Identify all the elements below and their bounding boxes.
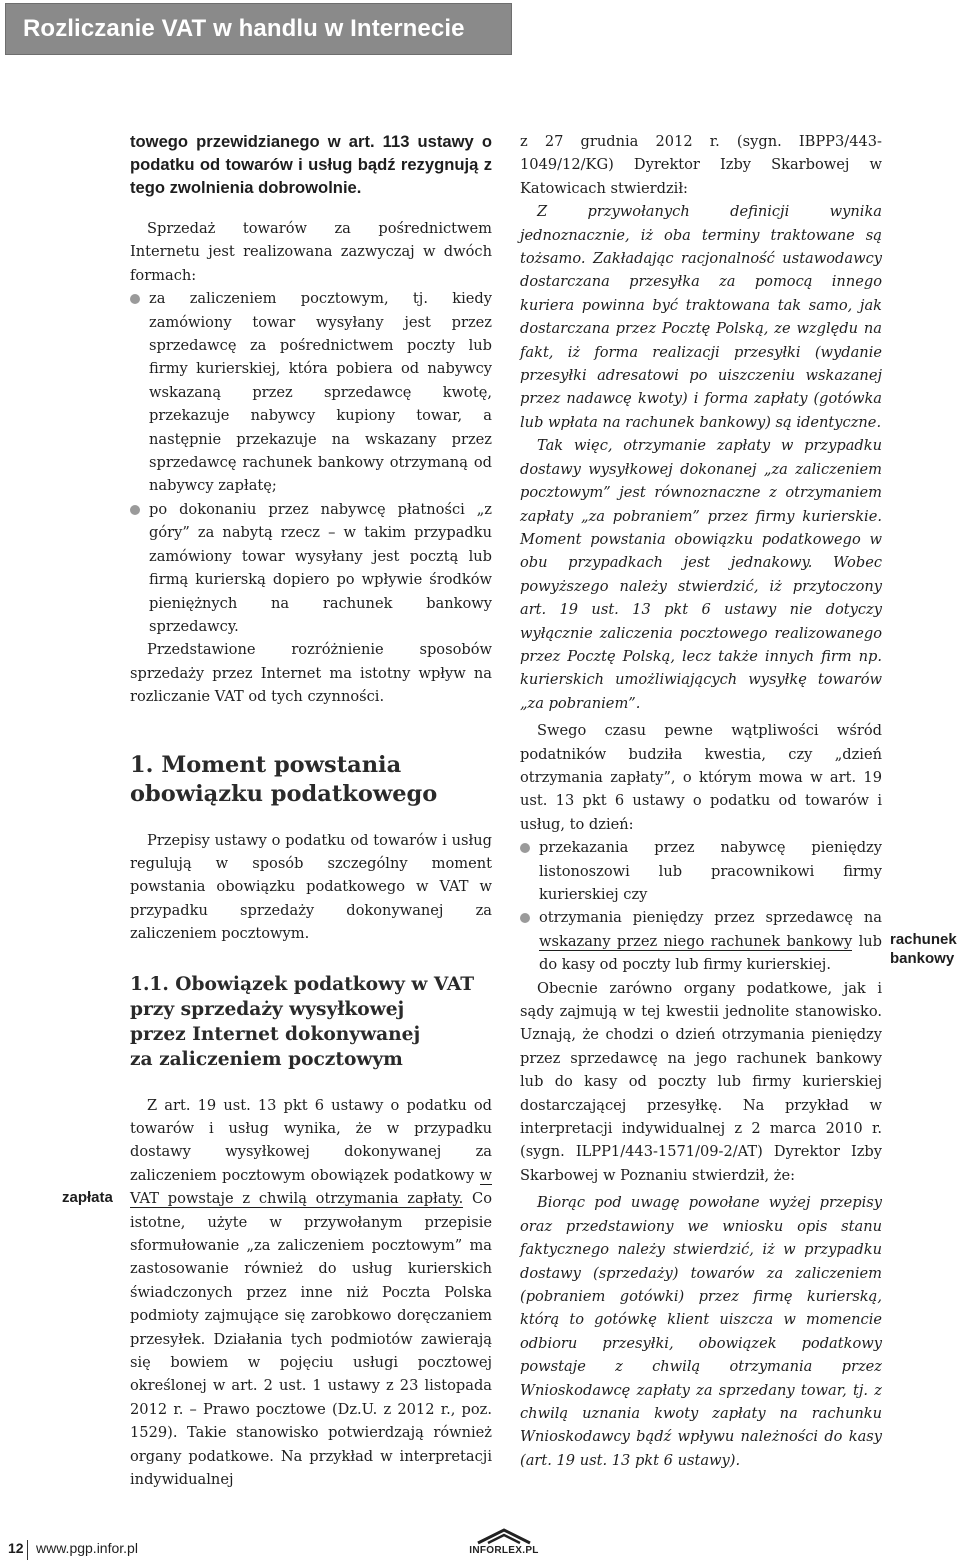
paragraph: Przepisy ustawy o podatku od towarów i usług regulują w sposób szczególny moment powstania obowiązku podatkowego w VAT w przypadku sprzedaży dokonywanej za zaliczeniem pocztowym. <box>130 831 492 943</box>
inforlex-logo <box>458 1527 550 1561</box>
margin-note-line: rachunek <box>890 931 957 948</box>
footer-url-link[interactable]: www.pgp.infor.pl <box>36 1540 138 1556</box>
list-item <box>130 498 492 638</box>
logo-mark-icon <box>474 1527 534 1545</box>
paragraph: z 27 grudnia 2012 r. (sygn. IBPP3/443-1049/12/KG) Dyrektor Izby Skarbowej w Katowicach stwierdził: <box>520 133 882 197</box>
footer-divider <box>27 1540 28 1560</box>
highlighted-text: w VAT powstaje z chwilą otrzymania zapłaty. <box>130 1166 492 1208</box>
bullet-icon <box>130 505 140 515</box>
list-item-text: lub do kasy od poczty lub firmy kurierskiej. <box>539 932 882 974</box>
list-item-text: otrzymania pieniędzy przez sprzedawcę na <box>539 909 882 927</box>
bullet-list <box>520 836 882 976</box>
text-run: Z art. 19 ust. 13 pkt 6 ustawy o podatku od towarów i usług wynika, że w przypadku dostawy wysyłkowej dokonywanej za zaliczeniem pocztowym obowiązek podatkowy <box>130 1096 492 1184</box>
paragraph: Obecnie zarówno organy podatkowe, jak i sądy zajmują w tej kwestii jednolite stanowisko. Uznają, że chodzi o dzień otrzymania pieniędzy przez sprzedawcę na jego rachunek bankowy lub do kasy od poczty lub firmy kurierskiej dostarczającej przesyłkę. Na przykład w interpretacji indywidualnej z 2 marca 2010 r. (sygn. ILPP1/443-1571/09-2/AT) Dyrektor Izby Skarbowej w Poznaniu stwierdził, że: <box>520 979 882 1184</box>
subsection-heading-line: przy sprzedaży wysyłkowej <box>130 998 405 1020</box>
lead-paragraph: towego przewidzianego w art. 113 ustawy o podatku od towarów i usług bądź rezygnują z tego zwolnienia dobrowolnie. <box>130 132 492 197</box>
subsection-heading-line: 1.1. Obowiązek podatkowy w VAT <box>130 973 475 995</box>
bullet-icon <box>520 843 530 853</box>
list-item-text: za zaliczeniem pocztowym, tj. kiedy zamówiony towar wysyłany jest przez sprzedawcę za pośrednictwem poczty lub firmy kurierskiej, która pobiera od nabywcy wskazaną przez sprzedawcę kwotę, przekazuje nabywcy kupiony towar, a następnie przekazuje na wskazany przez sprzedawcę rachunek bankowy otrzymaną od nabywcy zapłatę; <box>149 290 492 495</box>
margin-note-rachunek-bankowy <box>890 930 957 968</box>
list-item-text: przekazania przez nabywcę pieniędzy listonoszowi lub pracownikowi firmy kurierskiej czy <box>539 839 882 903</box>
list-item <box>520 836 882 906</box>
paragraph <box>130 1094 492 1492</box>
paragraph: Swego czasu pewne wątpliwości wśród podatników budziła kwestia, czy „dzień otrzymania zapłaty”, o którym mowa w art. 19 ust. 13 pkt 6 ustawy o podatku od towarów i usług, to dzień: <box>520 722 882 833</box>
subsection-heading <box>130 972 492 1072</box>
subsection-heading-line: za zaliczeniem pocztowym <box>130 1048 403 1070</box>
paragraph: Sprzedaż towarów za pośrednictwem Internetu jest realizowana zazwyczaj w dwóch formach: <box>130 220 492 284</box>
text-run: Co istotne, użyte w przywołanym przepisie sformułowanie „za zaliczeniem pocztowym” ma zastosowanie również do usług kurierskich świadczonych przez inne niż Poczta Polska podmioty zajmujące się zarobkowo doręczaniem przesyłek. Działania tych podmiotów zawierają się bowiem w pojęciu usługi pocztowej określonej w art. 2 ust. 1 ustawy z 23 listopada 2012 r. – Prawo pocztowe (Dz.U. z 2012 r., poz. 1529). Takie stanowisko potwierdzają również organy podatkowe. Na przykład w interpretacji indywidualnej <box>130 1190 492 1489</box>
bullet-icon <box>130 294 140 304</box>
header-bar <box>5 3 512 55</box>
right-column <box>520 130 882 1472</box>
list-item-text: po dokonaniu przez nabywcę płatności „z góry” za nabytą rzecz – w takim przypadku zamówiony towar wysyłany jest pocztą lub firmą kurierską dopiero po wpływie środków pieniężnych na rachunek bankowy sprzedawcy. <box>149 500 492 635</box>
left-column <box>130 130 492 1491</box>
quote: Z przywołanych definicji wynika jednoznacznie, iż oba terminy traktowane są tożsamo. Zakładając racjonalność ustawodawcy dostarczana przesyłka za pomocą innego kuriera powinna być traktowana tak samo, jak dostarczana przez Pocztę Polską, ze względu na fakt, iż forma realizacji przesyłki (wydanie przesyłki adresatowi po uiszczeniu wskazanej przez nadawcę kwoty) i forma zapłaty (gotówka lub wpłata na rachunek bankowy) są identyczne. <box>520 203 882 431</box>
page-title: Rozliczanie VAT w handlu w Internecie <box>23 15 465 42</box>
subsection-heading-line: przez Internet dokonywanej <box>130 1023 421 1045</box>
margin-note-zaplata: zapłata <box>62 1189 113 1206</box>
page-number: 12 <box>8 1540 24 1556</box>
highlighted-text: wskazany przez niego rachunek bankowy <box>539 932 853 950</box>
list-item <box>520 906 882 976</box>
bullet-icon <box>520 913 530 923</box>
paragraph: Przedstawione rozróżnienie sposobów sprzedaży przez Internet ma istotny wpływ na rozliczanie VAT od tych czynności. <box>130 641 492 706</box>
section-heading-line: 1. Moment powstania <box>130 751 402 778</box>
margin-note-line: bankowy <box>890 950 955 967</box>
quote: Tak więc, otrzymanie zapłaty w przypadku dostawy wysyłkowej dokonanej „za zaliczeniem pocztowym” jest równoznaczne z otrzymaniem zapłaty „za pobraniem” przez firmy kurierskie. Moment powstania obowiązku podatkowego w obu przypadkach jest jednakowy. Wobec powyższego należy stwierdzić, iż przytoczony art. 19 ust. 13 pkt 6 ustawy nie dotyczy wyłącznie zaliczenia pocztowego realizowanego przez Pocztę Polską, lecz także innych firm np. kurierskich umożliwiających wysyłkę towarów „za pobraniem”. <box>520 437 882 712</box>
section-heading-line: obowiązku podatkowego <box>130 780 438 807</box>
bullet-list <box>130 287 492 638</box>
list-item <box>130 287 492 498</box>
logo-text: INFORLEX.PL <box>469 1545 539 1556</box>
quote: Biorąc pod uwagę powołane wyżej przepisy oraz przedstawiony we wniosku opis stanu faktycznego należy stwierdzić, iż w przypadku dostawy (sprzedaży) towarów za zaliczeniem (pobraniem gotówki) przez firmę kurierską, którą to gotówkę klient uiszcza w momencie odbioru przesyłki, obowiązek podatkowy powstaje z chwilą otrzymania przez Wnioskodawcę zapłaty za sprzedany towar, tj. z chwilą uznania kwoty zapłaty na rachunku Wnioskodawcy bądź wpływu należności do kasy (art. 19 ust. 13 pkt 6 ustawy). <box>520 1194 882 1469</box>
section-heading <box>130 751 492 809</box>
